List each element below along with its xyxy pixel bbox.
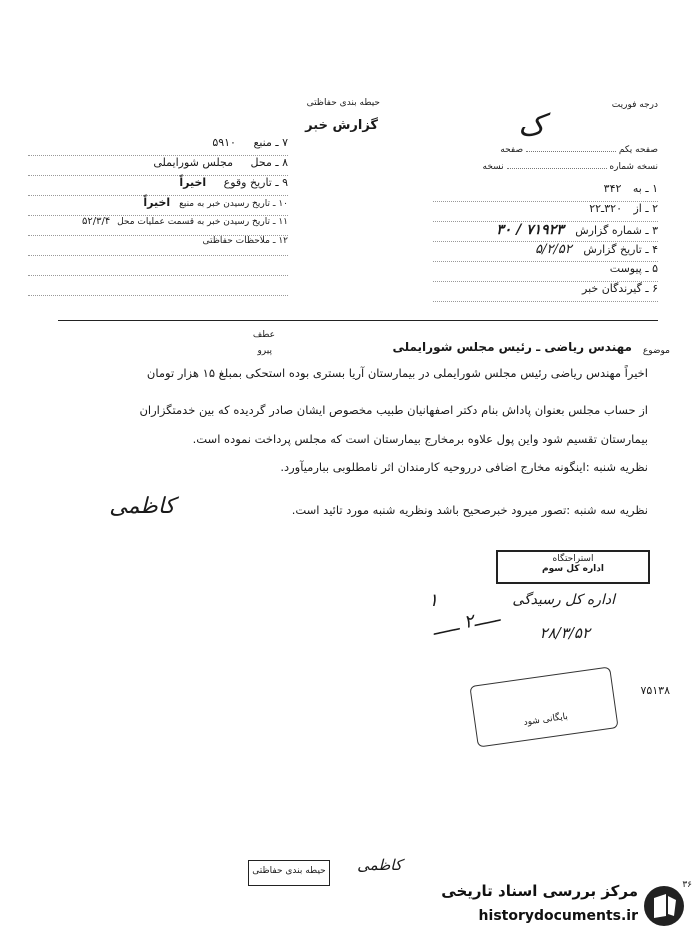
field-row: ۱ ـ به ۳۴۲ — [433, 182, 658, 202]
classification-label: حیطه بندی حفاظتی — [306, 98, 380, 108]
right-fields — [433, 182, 658, 302]
body-line-1: اخیراً مهندس ریاضی رئیس مجلس شورایملی در بیمارستان آریا بستری بوده استحکی بمبلغ ۱۵ هزار تومان — [146, 366, 648, 380]
header-divider — [58, 320, 658, 321]
field-row: ۸ ـ محل مجلس شورایملی — [28, 156, 288, 176]
field-row: ۱۰ ـ تاریخ رسیدن خبر به منبع اخیراً — [28, 196, 288, 216]
reference-note: عطف — [252, 330, 275, 340]
field-row: ۱۲ ـ ملاحظات حفاظتی — [28, 236, 288, 256]
handwritten-initial: ک — [518, 108, 545, 143]
stamp-line-2: اداره کل سوم — [542, 564, 604, 574]
handwritten-note: اداره کل رسیدگی — [512, 592, 615, 608]
copy-label — [483, 162, 659, 172]
stamp-received — [496, 550, 650, 584]
field-row: ۲ ـ از ۳۲۰ـ۲۲ — [433, 202, 658, 222]
watermark-logo-icon — [644, 886, 684, 926]
page-word: صفحه — [500, 145, 524, 155]
handwritten-date: ۲۸/۳/۵۲ — [539, 624, 590, 642]
watermark-logo — [644, 886, 684, 926]
stamp-line-1: استراحتگاه — [552, 554, 594, 564]
stamp-bottom-hand: کاظمی — [357, 856, 402, 874]
subject-label: موضوع — [642, 346, 670, 356]
copy-label-text: نسخه شماره — [609, 162, 658, 172]
watermark-title: مرکز بررسی اسناد تاریخی — [441, 882, 638, 900]
field-row: ۷ ـ منبع ۵۹۱۰ — [28, 136, 288, 156]
priority-label: درجه فوریت — [611, 100, 658, 110]
body-line-4: نظریه شنبه :اینگونه مخارج اضافی درروحیه کارمندان اثر نامطلوبی ببارمیآورد. — [280, 460, 648, 474]
body-line-2: از حساب مجلس بعنوان پاداش بنام دکتر اصفهانیان طبیب مخصوص ایشان صادر گردیده که بین خدمتگزاران — [139, 403, 648, 417]
field-row: ۳ ـ شماره گزارش ۷۱۹۲۳ / ۳۰ — [433, 222, 658, 242]
blank-line — [28, 276, 288, 296]
watermark-url: historydocuments.ir — [478, 908, 638, 924]
signature: کاظمی — [109, 494, 175, 519]
left-fields — [28, 136, 288, 296]
copy-word: نسخه — [482, 162, 504, 172]
field-row: ۵ ـ پیوست — [433, 262, 658, 282]
stamp-archive-text: بایگانی شود — [523, 711, 569, 728]
page-mark: ۳۶ — [682, 880, 692, 890]
stamp-bottom-text: حیطه بندی حفاظتی — [252, 866, 326, 876]
page-label — [500, 145, 658, 155]
stamp-archive — [470, 656, 670, 746]
stamp-bottom — [248, 860, 330, 886]
body-line-5: نظریه سه شنبه :تصور میرود خبرصحیح باشد ونظریه شنبه مورد تائید است. — [291, 503, 648, 517]
field-row: ۱۱ ـ تاریخ رسیدن خبر به قسمت عملیات محل ۵۲/۳/۴ — [28, 216, 288, 236]
handwritten-number: ۱ — [428, 590, 438, 611]
stamp-number: ۷۵۱۳۸ — [640, 684, 670, 697]
handwritten-scribble: ـــــ۲ ـــــ — [430, 605, 502, 640]
field-row: ۶ ـ گیرندگان خبر — [433, 282, 658, 302]
page-label-text: صفحه یکم — [618, 145, 658, 155]
field-row: ۹ ـ تاریخ وقوع اخیراً — [28, 176, 288, 196]
field-row: ۴ ـ تاریخ گزارش ۵/۲/۵۲ — [433, 242, 658, 262]
followup-note: پیرو — [257, 346, 272, 356]
subject-text: مهندس ریاضی ـ رئیس مجلس شورایملی — [392, 340, 632, 354]
watermark — [440, 880, 690, 936]
blank-line — [28, 256, 288, 276]
report-title: گزارش خبر — [305, 118, 378, 133]
stamp-archive-box — [469, 666, 618, 747]
body-line-3: بیمارستان تقسیم شود واین پول علاوه برمخارج بیمارستان است که مجلس پرداخت نموده است. — [192, 432, 648, 446]
